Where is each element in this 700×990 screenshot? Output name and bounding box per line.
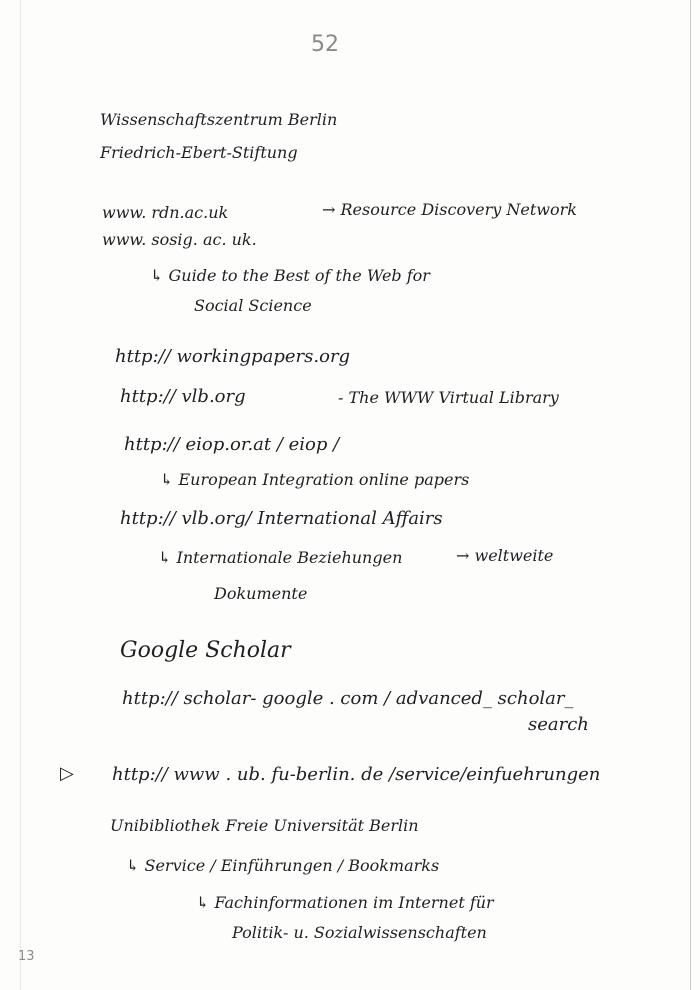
note-line-3-url: www. rdn.ac.uk — [102, 203, 229, 222]
note-line-6: Social Science — [194, 296, 312, 315]
triangle-marker-icon: ▷ — [60, 763, 74, 784]
page-left-edge — [20, 0, 21, 990]
page-number: 52 — [311, 32, 339, 57]
note-line-16: search — [528, 714, 589, 735]
note-line-20: ↳ Fachinformationen im Internet für — [196, 893, 494, 912]
note-line-18: Unibibliothek Freie Universität Berlin — [110, 816, 419, 835]
note-line-15: http:// scholar- google . com / advanced_ scholar_ — [122, 688, 574, 709]
note-line-10: ↳ European Integration online papers — [160, 470, 470, 489]
page-right-edge — [690, 0, 691, 990]
note-line-7: http:// workingpapers.org — [115, 346, 351, 367]
note-line-17: http:// www . ub. fu-berlin. de /service/einfuehrungen — [112, 764, 601, 785]
note-line-3-desc: → Resource Discovery Network — [322, 200, 577, 219]
note-line-9: http:// eiop.or.at / eiop / — [124, 434, 340, 455]
note-line-5: ↳ Guide to the Best of the Web for — [150, 266, 430, 285]
note-line-12: ↳ Internationale Beziehungen — [158, 548, 403, 567]
note-line-8-desc: - The WWW Virtual Library — [338, 388, 559, 407]
note-line-1: Wissenschaftszentrum Berlin — [100, 110, 338, 129]
note-heading-google-scholar: Google Scholar — [120, 638, 291, 663]
note-line-13: Dokumente — [214, 584, 308, 603]
note-line-2: Friedrich-Ebert-Stiftung — [100, 143, 298, 162]
corner-number: 13 — [18, 949, 35, 964]
note-line-21: Politik- u. Sozialwissenschaften — [232, 923, 487, 942]
note-line-4: www. sosig. ac. uk. — [102, 230, 257, 249]
note-line-11: http:// vlb.org/ International Affairs — [120, 508, 443, 529]
note-line-12-right: → weltweite — [456, 546, 554, 565]
note-line-19: ↳ Service / Einführungen / Bookmarks — [126, 856, 440, 875]
note-line-8-url: http:// vlb.org — [120, 386, 246, 407]
